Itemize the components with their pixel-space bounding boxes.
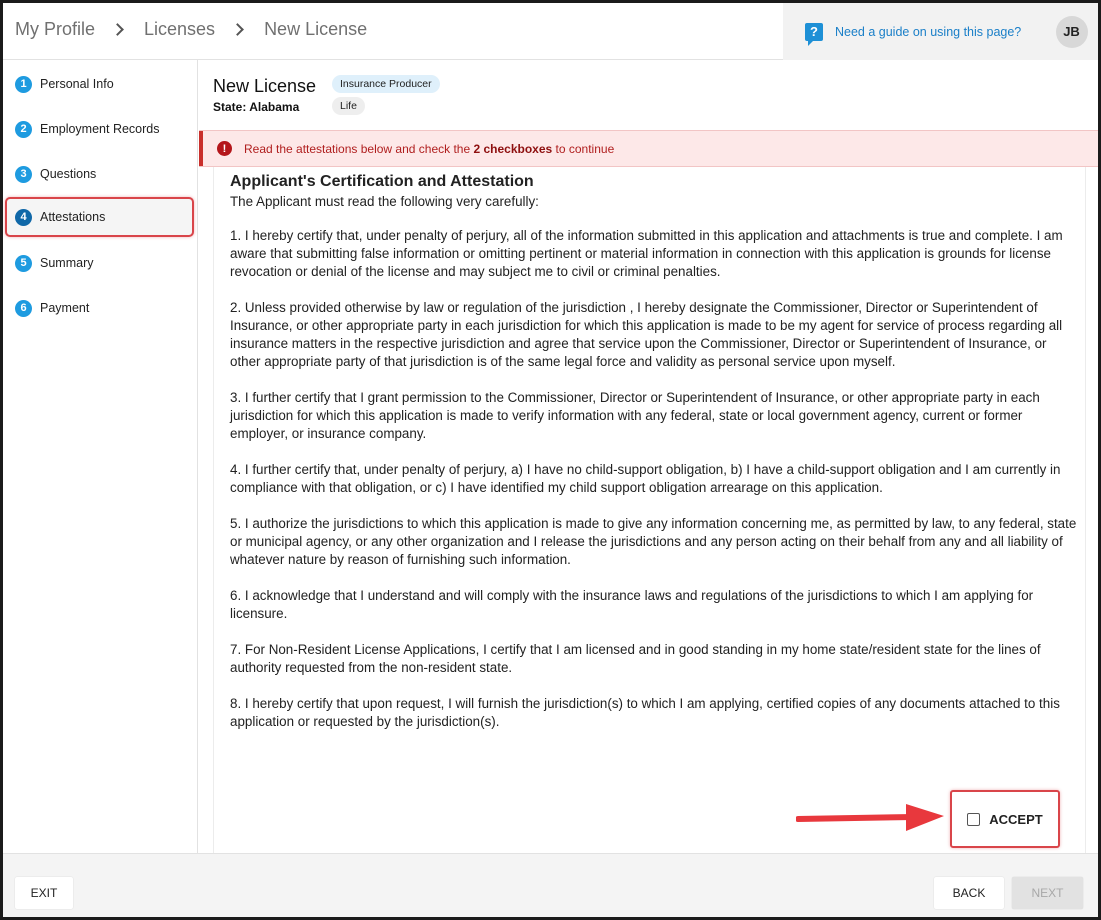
attestation-paragraph-3: 3. I further certify that I grant permission to the Commissioner, Director or Superintendent of Insurance, or other appropriate party in each jurisdiction for which this application is made to verify information with any federal, state or local government agency, current or former employer, or insurance company. — [230, 390, 1040, 441]
user-menu[interactable] — [1045, 3, 1098, 60]
step-attestations[interactable] — [5, 197, 194, 237]
alert-text-before: Read the attestations below and check the — [244, 141, 474, 156]
accept-label[interactable]: ACCEPT — [989, 811, 1043, 827]
top-header — [3, 3, 1098, 60]
step-label: Payment — [40, 301, 90, 315]
step-number: 5 — [15, 255, 32, 272]
accept-checkbox-container[interactable] — [950, 790, 1060, 848]
guide-link[interactable]: Need a guide on using this page? — [835, 24, 1022, 39]
guide-help[interactable] — [783, 3, 1045, 60]
main-panel — [199, 60, 1098, 853]
steps-sidebar — [3, 60, 198, 853]
checkbox-unchecked-icon[interactable] — [967, 813, 980, 826]
breadcrumb-new-license: New License — [264, 19, 368, 39]
step-summary[interactable] — [5, 243, 194, 283]
question-icon: ? — [805, 23, 823, 41]
chevron-right-icon — [111, 23, 124, 36]
alert-text — [244, 142, 614, 156]
attestation-paragraph-8: 8. I hereby certify that upon request, I will furnish the jurisdiction(s) to which I am applying, certified copies of any documents attached to this application or requested by the jurisdiction(s). — [230, 696, 1060, 729]
page-title: New License — [213, 76, 317, 96]
license-type-badge: Insurance Producer — [332, 75, 440, 93]
accept-checkbox[interactable] — [967, 812, 1042, 827]
attestation-paragraph-5: 5. I authorize the jurisdictions to which this application is made to give any information concerning me, as permitted by law, to any federal, state or municipal agency, or any other organization and I release the jurisdictions and any person acting on their behalf from any and all liability of whatever nature by reason of furnishing such information. — [230, 516, 1077, 567]
attestation-paragraph-1: 1. I hereby certify that, under penalty of perjury, all of the information submitted in this application and attachments is true and complete. I am aware that submitting false information or omitting pertinent or material information in connection with this application is grounds for license revocation or denial of the license and may subject me to civil or criminal penalties. — [230, 228, 1063, 279]
attestation-paragraph-2: 2. Unless provided otherwise by law or regulation of the jurisdiction , I hereby designate the Commissioner, Director or Superintendent of Insurance, or other appropriate party in each jurisdiction for which this application is made to be my agent for service of process regarding all insurance matters in the respective jurisdiction and agree that service upon the Commissioner, Director or Superintendent of Insurance, or other appropriate party of that jurisdiction is of the same legal force and validity as personal service upon myself. — [230, 300, 1063, 369]
step-questions[interactable] — [5, 154, 194, 194]
step-number: 1 — [15, 76, 32, 93]
alert-text-after: to continue — [552, 141, 615, 156]
breadcrumb-licenses[interactable]: Licenses — [144, 19, 216, 39]
footer-bar — [3, 853, 1098, 917]
breadcrumb — [15, 19, 367, 40]
back-button[interactable]: BACK — [934, 877, 1004, 909]
exit-button[interactable]: EXIT — [15, 877, 73, 909]
exclamation-icon: ! — [217, 141, 232, 156]
step-personal-info[interactable] — [5, 64, 194, 104]
chevron-right-icon — [231, 23, 244, 36]
attestation-paragraph-6: 6. I acknowledge that I understand and will comply with the insurance laws and regulations of the jurisdictions to which I am applying for licensure. — [230, 588, 1034, 621]
step-payment[interactable] — [5, 288, 194, 328]
step-label: Personal Info — [40, 77, 114, 91]
attestation-alert — [199, 130, 1098, 167]
step-number: 6 — [15, 300, 32, 317]
step-label: Employment Records — [40, 122, 160, 136]
license-header — [213, 76, 316, 114]
avatar[interactable]: JB — [1056, 16, 1088, 48]
alert-accent-bar — [199, 131, 203, 166]
attestation-paragraph-7: 7. For Non-Resident License Applications, I certify that I am licensed and in good standing in my home state/resident state for the lines of authority requested from the non-resident state. — [230, 642, 1041, 675]
step-employment-records[interactable] — [5, 109, 194, 149]
license-state: State: Alabama — [213, 100, 300, 114]
attestation-paragraph-4: 4. I further certify that, under penalty of perjury, a) I have no child-support obligation, b) I have a child-support obligation and I am currently in compliance with that obligation, or c) I have identified my child support obligation arrearage on this application. — [230, 462, 1061, 495]
certification-intro: The Applicant must read the following very carefully: — [230, 194, 539, 209]
next-button[interactable]: NEXT — [1012, 877, 1083, 909]
step-label: Attestations — [40, 210, 106, 224]
line-of-authority-badge: Life — [332, 97, 365, 115]
arrow-right-icon — [796, 801, 946, 835]
certification-title: Applicant's Certification and Attestation — [230, 173, 534, 190]
attestation-content — [213, 167, 1086, 853]
breadcrumb-my-profile[interactable]: My Profile — [15, 19, 96, 39]
alert-text-bold: 2 checkboxes — [473, 141, 553, 156]
step-label: Summary — [40, 256, 94, 270]
step-number: 3 — [15, 166, 32, 183]
step-number: 2 — [15, 121, 32, 138]
step-number: 4 — [15, 209, 32, 226]
step-label: Questions — [40, 167, 97, 181]
